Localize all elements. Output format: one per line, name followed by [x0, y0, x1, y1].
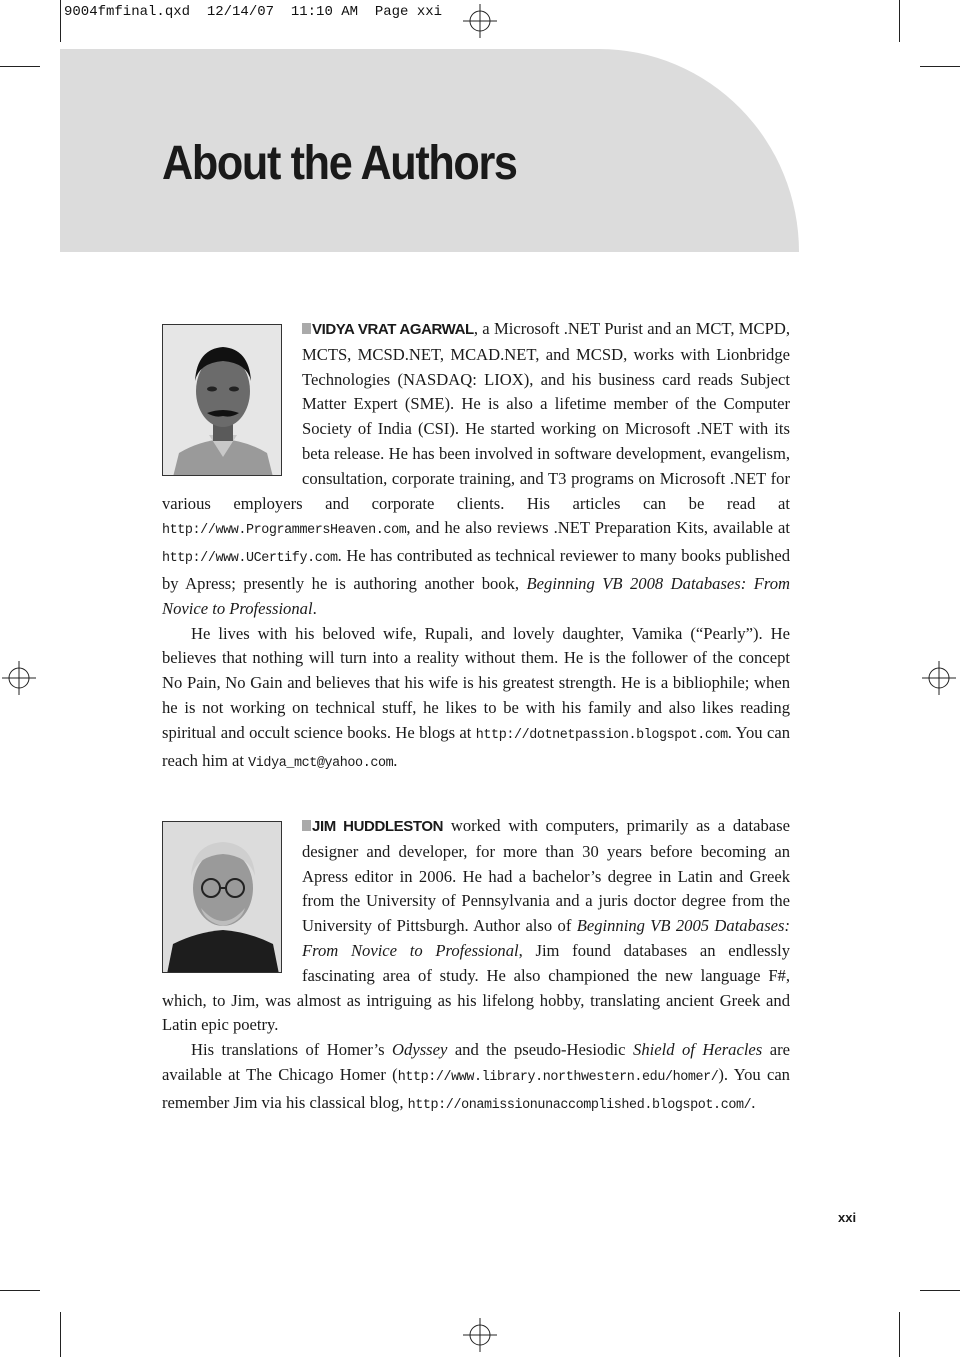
- square-bullet-icon: [302, 323, 311, 334]
- author-bio-vidya: [162, 317, 790, 776]
- registration-mark-top: [463, 4, 497, 38]
- bio-paragraph: He lives with his beloved wife, Rupali, and lovely daughter, Vamika (“Pearly”). He believes that nothing will turn into a reality without them. He is the follower of the concept No Pain, No Gain and believes that his wife is his greatest strength. He is a bibliophile; when he is not working on technical stuff, he likes to be with his family and also likes reading spiritual and occult science books. He blogs at http://dotnetpassion.blogspot.com. You can reach him at Vidya_mct@yahoo.com.: [162, 623, 790, 771]
- work-title: Shield of Heracles: [633, 1040, 763, 1060]
- photo-wrap-spacer: [162, 317, 302, 491]
- photo-wrap-spacer: [162, 814, 302, 988]
- crop-mark: [920, 66, 960, 67]
- page-number: xxi: [838, 1210, 857, 1225]
- crop-mark: [899, 1312, 900, 1357]
- crop-mark: [60, 1312, 61, 1357]
- blog-link[interactable]: http://onamissionunaccomplished.blogspot.com/: [407, 1097, 752, 1113]
- website-link[interactable]: http://www.UCertify.com: [162, 551, 338, 567]
- crop-mark: [0, 1290, 40, 1291]
- crop-mark: [899, 0, 900, 42]
- website-link[interactable]: http://www.library.northwestern.edu/homer/: [397, 1069, 719, 1085]
- crop-mark: [60, 0, 61, 42]
- crop-mark: [0, 66, 40, 67]
- bio-paragraph: JIM HUDDLESTON worked with computers, primarily as a database designer and developer, for more than 30 years before becoming an Apress editor in 2006. He had a bachelor’s degree in Latin and Greek from the University of Pennsylvania and a juris doctor degree from the University of Pittsburgh. Author also of Beginning VB 2005 Databases: From Novice to Professional, Jim found databases an endlessly fascinating area of study. He also championed the new language F#, which, to Jim, was almost as intriguing as his lifelong hobby, translating ancient Greek and Latin epic poetry.: [162, 816, 791, 1035]
- author-name: VIDYA VRAT AGARWAL: [312, 321, 474, 338]
- book-title: Beginning VB 2008 Databases: From Novice to Professional: [162, 573, 790, 618]
- email-link[interactable]: Vidya_mct@yahoo.com: [248, 755, 394, 771]
- blog-link[interactable]: http://dotnetpassion.blogspot.com: [475, 727, 728, 743]
- book-title: Beginning VB 2005 Databases: From Novice to Professional: [302, 916, 791, 960]
- registration-mark-left: [2, 661, 36, 695]
- website-link[interactable]: http://www.ProgrammersHeaven.com: [162, 523, 407, 539]
- page-title: About the Authors: [162, 137, 517, 190]
- bio-paragraph: His translations of Homer’s Odyssey and the pseudo-Hesiodic Shield of Heracles are available at The Chicago Homer (http://www.library.northwestern.edu/homer/). You can remember Jim via his classical blog, http://onamissionunaccomplished.blogspot.com/.: [162, 1040, 790, 1113]
- printer-slug: 9004fmfinal.qxd 12/14/07 11:10 AM Page xxi: [64, 4, 443, 20]
- registration-mark-bottom: [463, 1318, 497, 1352]
- square-bullet-icon: [302, 820, 311, 831]
- work-title: Odyssey: [392, 1040, 448, 1060]
- author-bio-jim: [162, 814, 790, 1119]
- bio-paragraph: VIDYA VRAT AGARWAL, a Microsoft .NET Purist and an MCT, MCPD, MCTS, MCSD.NET, MCAD.NET, and MCSD, works with Lionbridge Technologies (NASDAQ: LIOX), and his business card reads Subject Matter Expert (SME). He is also a lifetime member of the Computer Society of India (CSI). He started working on Microsoft .NET with its beta release. He has been involved in software development, evangelism, consultation, corporate training, and T3 programs on Microsoft .NET for various employers and corporate clients. His articles can be read at http://www.ProgrammersHeaven.com, and he also reviews .NET Preparation Kits, available at http://www.UCertify.com. He has contributed as technical reviewer to many books published by Apress; presently he is authoring another book, Beginning VB 2008 Databases: From Novice to Professional.: [162, 319, 790, 618]
- author-name: JIM HUDDLESTON: [312, 818, 444, 835]
- registration-mark-right: [922, 661, 956, 695]
- crop-mark: [920, 1290, 960, 1291]
